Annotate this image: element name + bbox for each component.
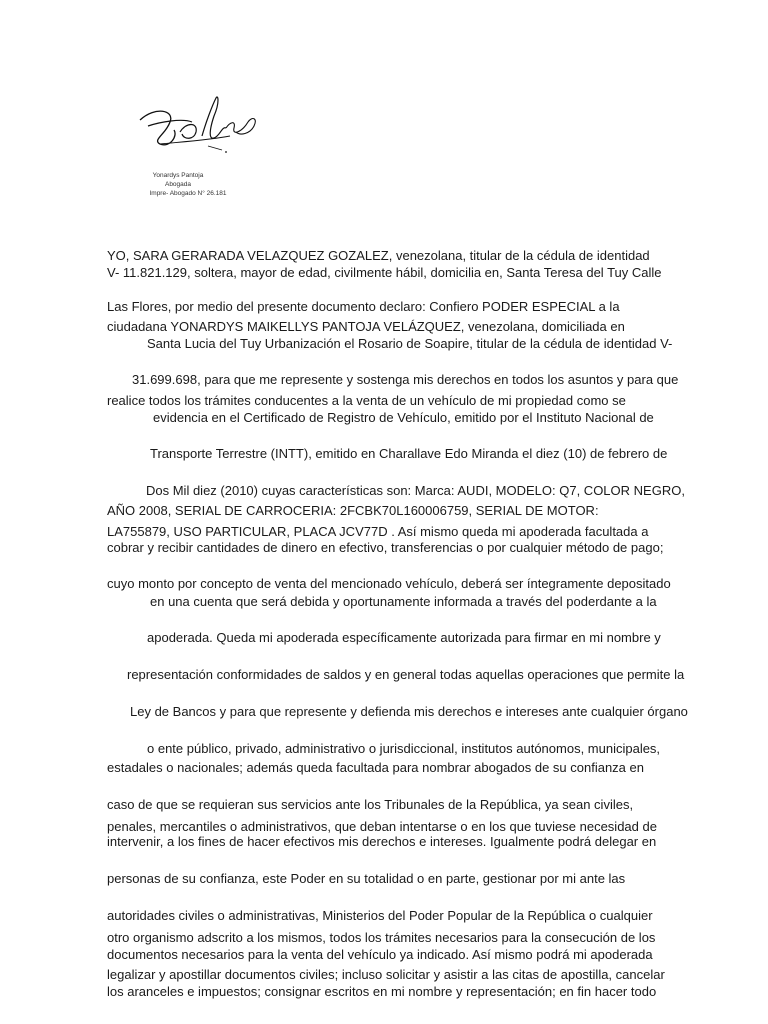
body-line: autoridades civiles o administrativas, Ministerios del Poder Popular de la República o cualquier <box>107 908 653 923</box>
body-line: Santa Lucia del Tuy Urbanización el Rosario de Soapire, titular de la cédula de identidad V- <box>147 336 673 351</box>
body-line: representación conformidades de saldos y en general todas aquellas operaciones que permite la <box>127 667 685 682</box>
body-line: Ley de Bancos y para que represente y defienda mis derechos e intereses ante cualquier órgano <box>130 704 688 719</box>
body-line: evidencia en el Certificado de Registro de Vehículo, emitido por el Instituto Nacional de <box>153 410 654 425</box>
body-line: ciudadana YONARDYS MAIKELLYS PANTOJA VELÁZQUEZ, venezolana, domiciliada en <box>107 319 625 334</box>
body-line: o ente público, privado, administrativo o jurisdiccional, institutos autónomos, municipales, <box>147 741 661 756</box>
signature-title: Abogada <box>164 181 192 188</box>
body-line: V- 11.821.129, soltera, mayor de edad, civilmente hábil, domicilia en, Santa Teresa del Tuy Calle <box>107 265 662 280</box>
body-line: los aranceles e impuestos; consignar escritos en mi nombre y representación; en fin hacer todo <box>107 984 657 999</box>
signature-block <box>118 92 268 207</box>
signature-impre-number: Impre- Abogado N° 26.181 <box>149 190 227 197</box>
body-line: cuyo monto por concepto de venta del mencionado vehículo, deberá ser íntegramente depositado <box>107 576 671 591</box>
body-line: en una cuenta que será debida y oportunamente informada a través del poderdante a la <box>150 594 657 609</box>
signature-name: Yonardys Pantoja <box>152 172 204 179</box>
body-line: otro organismo adscrito a los mismos, todos los trámites necesarios para la consecución de los <box>107 930 656 945</box>
body-line: realice todos los trámites conducentes a la venta de un vehículo de mi propiedad como se <box>107 393 626 408</box>
body-line: LA755879, USO PARTICULAR, PLACA JCV77D . Así mismo queda mi apoderada facultada a <box>107 524 649 539</box>
body-line: intervenir, a los fines de hacer efectivos mis derechos e intereses. Igualmente podrá delegar en <box>107 834 657 849</box>
body-line: documentos necesarios para la venta del vehículo ya indicado. Así mismo podrá mi apoderada <box>107 947 653 962</box>
body-line: apoderada. Queda mi apoderada específicamente autorizada para firmar en mi nombre y <box>147 630 661 645</box>
body-line: personas de su confianza, este Poder en su totalidad o en parte, gestionar por mi ante las <box>107 871 626 886</box>
body-line: YO, SARA GERARADA VELAZQUEZ GOZALEZ, venezolana, titular de la cédula de identidad <box>107 248 650 263</box>
body-line: Dos Mil diez (2010) cuyas características son: Marca: AUDI, MODELO: Q7, COLOR NEGRO, <box>146 483 685 498</box>
body-line: penales, mercantiles o administrativos, que deban intentarse o en los que tuviese necesidad de <box>107 819 657 834</box>
body-line: legalizar y apostillar documentos civiles; incluso solicitar y asistir a las citas de apostilla, cancelar <box>107 967 665 982</box>
body-line: AÑO 2008, SERIAL DE CARROCERIA: 2FCBK70L160006759, SERIAL DE MOTOR: <box>107 503 599 518</box>
body-line: Transporte Terrestre (INTT), emitido en Charallave Edo Miranda el diez (10) de febrero de <box>150 446 668 461</box>
body-line: 31.699.698, para que me represente y sostenga mis derechos en todos los asuntos y para que <box>132 372 679 387</box>
body-line: caso de que se requieran sus servicios ante los Tribunales de la República, ya sean civiles, <box>107 797 634 812</box>
body-line: Las Flores, por medio del presente documento declaro: Confiero PODER ESPECIAL a la <box>107 299 620 314</box>
body-line: estadales o nacionales; además queda facultada para nombrar abogados de su confianza en <box>107 760 644 775</box>
handwritten-signature-icon <box>130 92 260 162</box>
body-line: cobrar y recibir cantidades de dinero en efectivo, transferencias o por cualquier método de pago; <box>107 540 664 555</box>
